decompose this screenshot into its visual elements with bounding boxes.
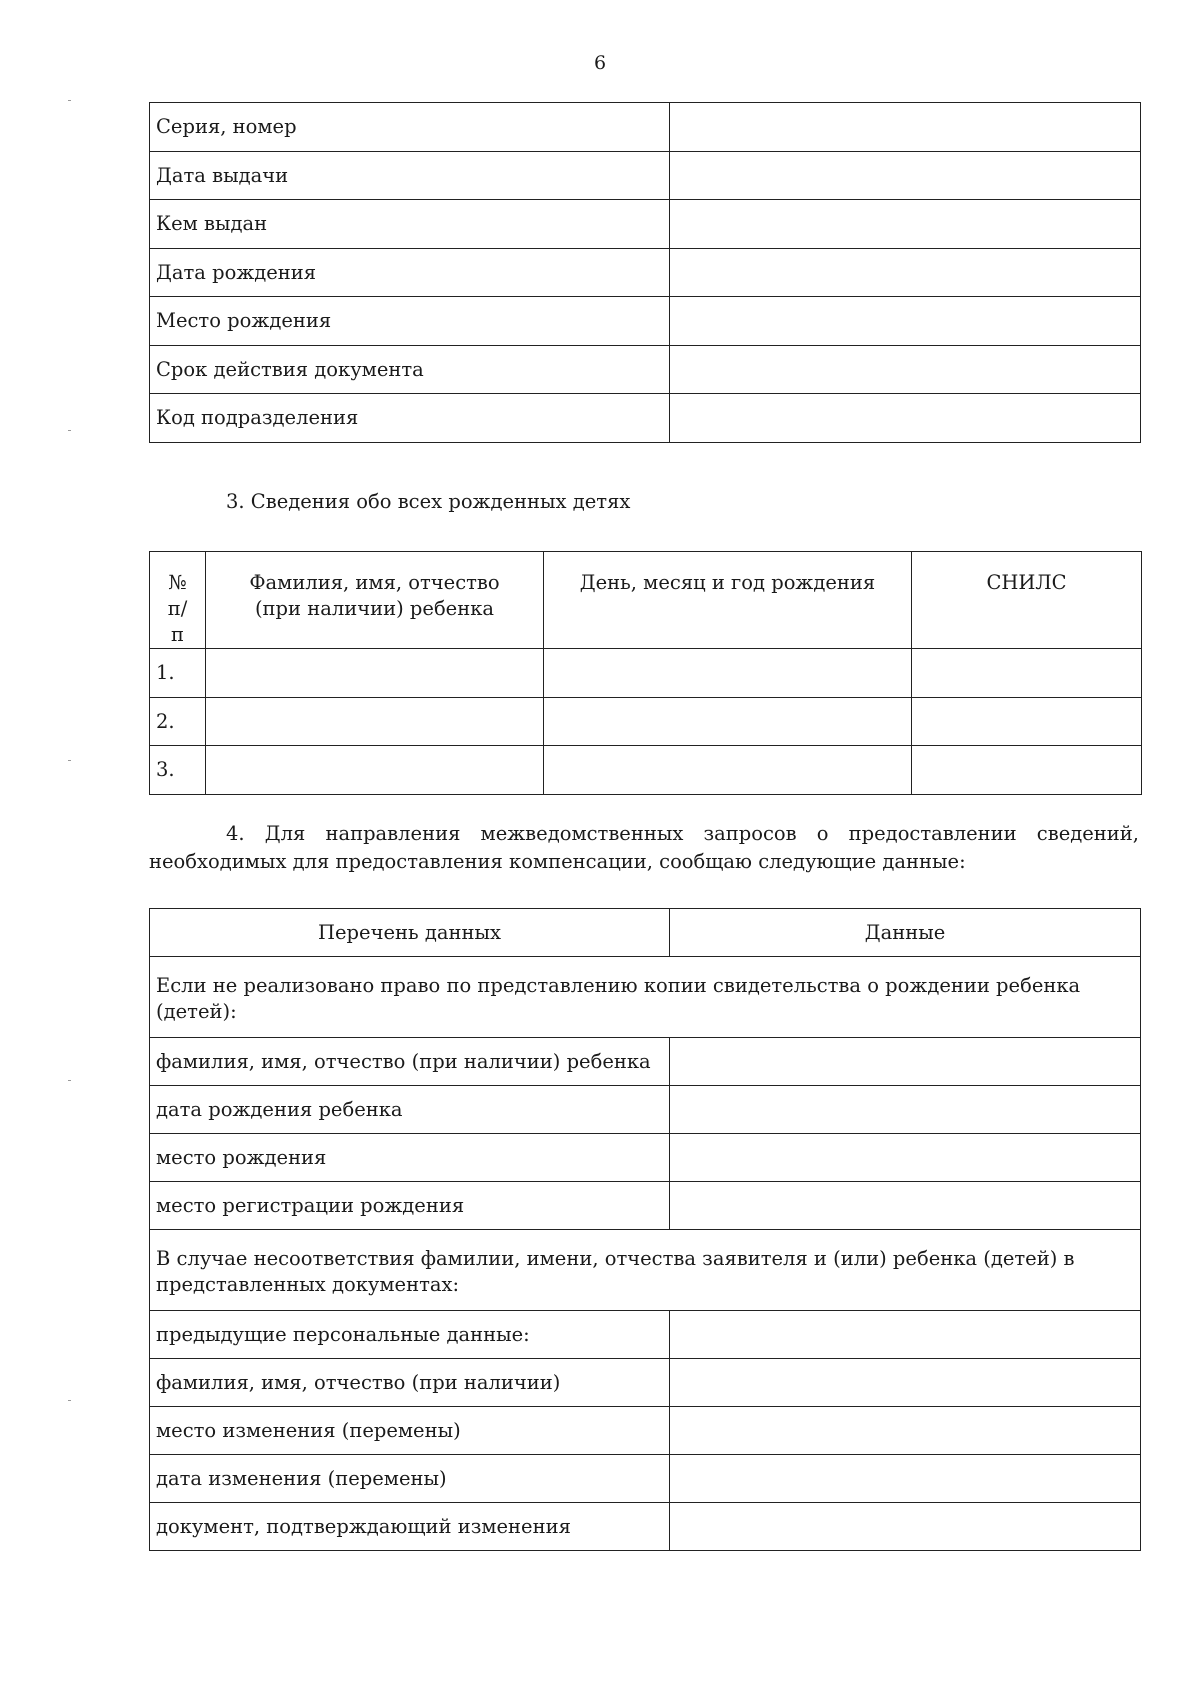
table-row [150,200,1141,249]
value-cell[interactable] [670,1038,1141,1086]
snils-cell[interactable] [912,649,1142,698]
value-cell[interactable] [670,248,1141,297]
row-label: фамилия, имя, отчество (при наличии) ребенка [150,1038,670,1086]
value-cell[interactable] [670,1134,1141,1182]
section-3-title: 3. Сведения обо всех рожденных детях [226,490,631,513]
header-num: № п/п [150,552,206,649]
children-table [149,551,1142,795]
table-row [150,1311,1141,1359]
row-label: документ, подтверждающий изменения [150,1503,670,1551]
table-row [150,1455,1141,1503]
fio-cell[interactable] [206,746,544,795]
row-label: Срок действия документа [150,345,670,394]
value-cell[interactable] [670,1503,1141,1551]
value-cell[interactable] [670,345,1141,394]
row-number: 3. [150,746,206,795]
row-label: Код подразделения [150,394,670,443]
group-title-row [150,1230,1141,1311]
identity-document-table [149,102,1141,443]
value-cell[interactable] [670,1182,1141,1230]
table-row [150,394,1141,443]
fio-cell[interactable] [206,649,544,698]
table-row [150,151,1141,200]
header-dob: День, месяц и год рождения [544,552,912,649]
margin-mark [68,1400,71,1401]
section-4-text: 4. Для направления межведомственных запросов о предоставлении сведений, необходимых для предоставления компенсации, сообщаю следующие данные: [149,822,1139,873]
snils-cell[interactable] [912,697,1142,746]
table-row [150,1503,1141,1551]
value-cell[interactable] [670,1359,1141,1407]
table-row [150,697,1142,746]
dob-cell[interactable] [544,649,912,698]
table-header-row [150,552,1142,649]
table-row [150,649,1142,698]
snils-cell[interactable] [912,746,1142,795]
row-label: Место рождения [150,297,670,346]
row-label: фамилия, имя, отчество (при наличии) [150,1359,670,1407]
row-number: 2. [150,697,206,746]
value-cell[interactable] [670,297,1141,346]
row-label: Дата рождения [150,248,670,297]
header-snils: СНИЛС [912,552,1142,649]
header-list: Перечень данных [150,909,670,957]
row-label: место регистрации рождения [150,1182,670,1230]
value-cell[interactable] [670,394,1141,443]
page-number: 6 [593,52,607,74]
row-label: дата изменения (перемены) [150,1455,670,1503]
row-label: дата рождения ребенка [150,1086,670,1134]
interagency-data-table [149,908,1141,1551]
table-row [150,1134,1141,1182]
row-label: Дата выдачи [150,151,670,200]
margin-mark [68,100,71,101]
header-fio: Фамилия, имя, отчество (при наличии) ребенка [206,552,544,649]
table-row [150,1038,1141,1086]
row-number: 1. [150,649,206,698]
table-row [150,1182,1141,1230]
fio-cell[interactable] [206,697,544,746]
value-cell[interactable] [670,151,1141,200]
row-label: место изменения (перемены) [150,1407,670,1455]
table-row [150,746,1142,795]
value-cell[interactable] [670,1311,1141,1359]
row-label: место рождения [150,1134,670,1182]
value-cell[interactable] [670,1455,1141,1503]
header-data: Данные [670,909,1141,957]
value-cell[interactable] [670,1407,1141,1455]
dob-cell[interactable] [544,697,912,746]
value-cell[interactable] [670,1086,1141,1134]
group-2-title: В случае несоответствия фамилии, имени, отчества заявителя и (или) ребенка (детей) в представленных документах: [150,1230,1141,1311]
table-row [150,297,1141,346]
row-label: предыдущие персональные данные: [150,1311,670,1359]
margin-mark [68,430,71,431]
table-header-row [150,909,1141,957]
table-row [150,103,1141,152]
table-row [150,1407,1141,1455]
value-cell[interactable] [670,200,1141,249]
row-label: Кем выдан [150,200,670,249]
row-label: Серия, номер [150,103,670,152]
table-row [150,1359,1141,1407]
value-cell[interactable] [670,103,1141,152]
group-title-row [150,957,1141,1038]
margin-mark [68,760,71,761]
margin-mark [68,1080,71,1081]
table-row [150,345,1141,394]
table-row [150,248,1141,297]
group-1-title: Если не реализовано право по представлению копии свидетельства о рождении ребенка (детей): [150,957,1141,1038]
table-row [150,1086,1141,1134]
dob-cell[interactable] [544,746,912,795]
